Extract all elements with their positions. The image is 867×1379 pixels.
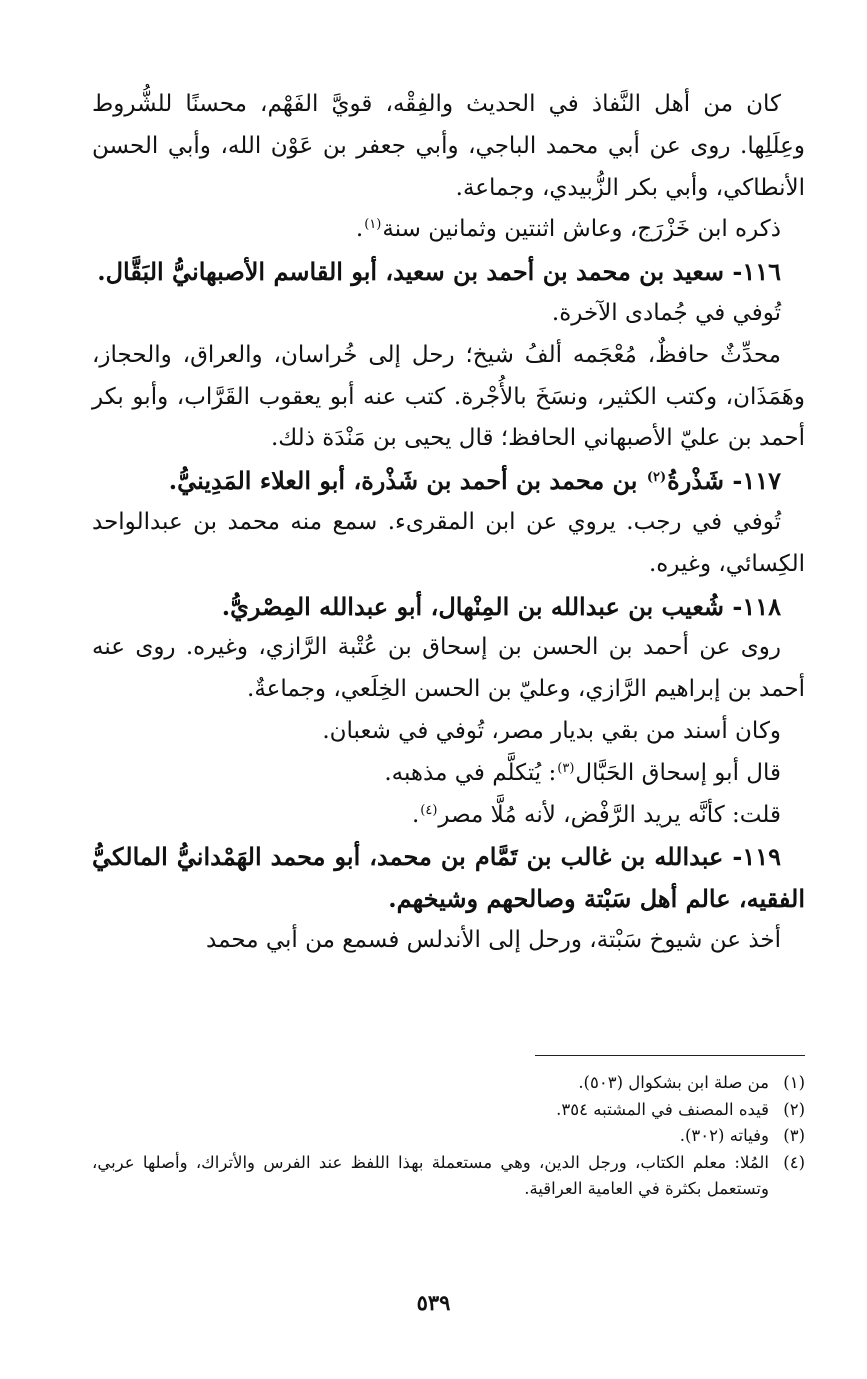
paragraph: كان من أهل النَّفاذ في الحديث والفِقْه، قويَّ الفَهْم، محسنًا للشُّروط وعِلَلِها. روى عن أبي محمد الباجي، وأبي جعفر بن عَوْن الله، وأبي الحسن الأنطاكي، وأبي بكر الزُّبيدي، وجماعة. [92,91,805,201]
footnote-text: قيده المصنف في المشتبه ٣٥٤. [556,1099,769,1119]
footnote-text: من صلة ابن بشكوال (٥٠٣). [578,1073,769,1092]
paragraph [92,209,805,251]
footnotes [92,1070,805,1203]
text-run: ١١٧- شَذْرةُ [667,466,781,496]
entry-heading-116: ١١٦- سعيد بن محمد بن أحمد بن سعيد، أبو القاسم الأصبهانيُّ البَقَّال. [97,257,781,287]
footnote-number: (٣) [783,1126,805,1145]
entry-heading-117 [92,460,805,502]
footnote-divider [535,1055,805,1056]
footnote [92,1150,805,1203]
paragraph [92,753,805,795]
paragraph: وكان أسند من بقي بديار مصر، تُوفي في شعبان. [322,717,781,744]
text-run: . [355,216,364,243]
footnote-ref[interactable]: (٢) [646,470,667,486]
footnote-ref[interactable]: (٤) [420,802,438,818]
footnote-text: وفياته (٣٠٢). [679,1126,769,1145]
footnote-text: المُلا: معلم الكتاب، ورجل الدين، وهي مستعملة بهذا اللفظ عند الفرس والأتراك، وأصلها عربي، وتستعمل بكثرة في العامية العراقية. [92,1152,769,1198]
footnote [92,1070,805,1097]
main-text [92,84,805,962]
footnote-number: (٤) [783,1152,805,1172]
footnote-number: (٢) [783,1099,805,1119]
footnote-ref[interactable]: (٣) [557,760,575,776]
footnote-ref[interactable]: (١) [364,217,382,233]
entry-heading-119: ١١٩- عبدالله بن غالب بن تَمَّام بن محمد، أبو محمد الهَمْدانيُّ المالكيُّ الفقيه، عالم أهل سَبْتة وصالحهم وشيخهم. [92,842,805,914]
text-run: . [411,801,420,828]
footnote-number: (١) [783,1073,805,1092]
paragraph: روى عن أحمد بن الحسن بن إسحاق بن عُتْبة الرَّازي، وغيره. روى عنه أحمد بن إبراهيم الرَّازي، وعليّ بن الحسن الخِلَعي، وجماعةٌ. [92,634,805,703]
text-run: بن محمد بن أحمد بن شَذْرة، أبو العلاء المَدِينيُّ. [168,466,646,496]
text-run: قلت: كأنَّه يريد الرَّفْض، لأنه مُلَّا مصر [438,801,781,828]
paragraph [92,795,805,837]
text-run: ذكره ابن خَزْرَج، وعاش اثنتين وثمانين سنة [382,216,781,243]
paragraph: تُوفي في جُمادى الآخرة. [551,299,781,326]
text-run: : يُتكلَّم في مذهبه. [384,759,557,786]
footnote [92,1123,805,1150]
text-run: قال أبو إسحاق الحَبَّال [575,759,781,786]
paragraph: أخذ عن شيوخ سَبْتة، ورحل إلى الأندلس فسمع من أبي محمد [206,926,781,953]
paragraph: تُوفي في رجب. يروي عن ابن المقرىء. سمع منه محمد بن عبدالواحد الكِسائي، وغيره. [92,508,805,577]
entry-heading-118: ١١٨- شُعيب بن عبدالله بن المِنْهال، أبو عبدالله المِصْريُّ. [221,591,781,621]
page-number: ٥٣٩ [416,1290,451,1315]
footnote [92,1097,805,1124]
paragraph: محدِّثٌ حافظٌ، مُعْجَمه ألفُ شيخ؛ رحل إلى خُراسان، والعراق، والحجاز، وهَمَذَان، وكتب الكثير، ونسَخَ بالأُجْرة. كتب عنه أبو يعقوب القَرَّاب، وأبو بكر أحمد بن عليّ الأصبهاني الحافظ؛ قال يحيى بن مَنْدَة ذلك. [92,341,805,452]
